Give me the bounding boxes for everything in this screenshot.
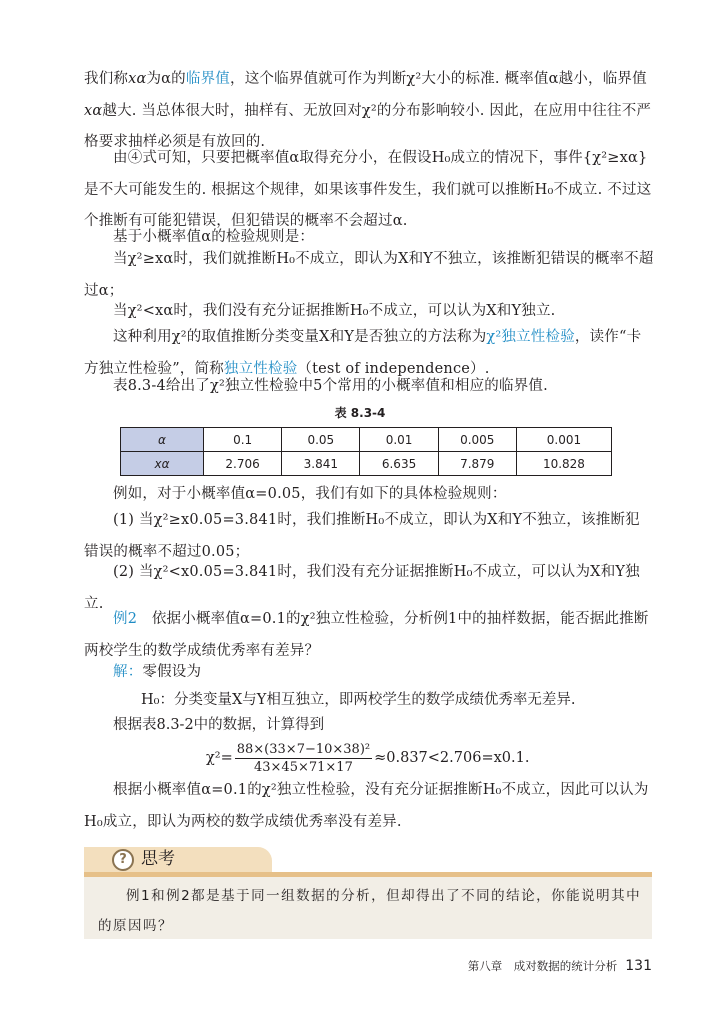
table-cell: 2.706 [204,452,282,476]
text-segment: 我们称 [84,71,129,87]
question-icon: ? [112,849,134,871]
text-segment: ，读作“卡方独立性检验”，简称 [84,329,642,377]
table-cell: 0.01 [360,428,438,452]
example-rule-2: (2) 当χ²<x0.05=3.841时，我们没有充分证据推断H₀不成立，可以认为X和Y独立. [84,564,640,612]
formula-denominator: 43×45×71×17 [254,759,353,775]
table-cell: 0.1 [204,428,282,452]
table-header-critical: xα [121,452,204,476]
text-segment: 为α的 [146,71,186,87]
text-segment: 依据小概率值α=0.1的χ²独立性检验，分析例1中的抽样数据，能否据此推断两校学生的数学成绩优秀率有差异？ [84,611,649,659]
table-cell: 0.001 [516,428,611,452]
formula-numerator: 88×(33×7−10×38)² [236,741,371,757]
paragraph-rule-intro: 基于小概率值α的检验规则是： [113,229,315,245]
example-rules-intro: 例如，对于小概率值α=0.05，我们有如下的具体检验规则： [113,486,507,502]
table-cell: 0.05 [282,428,360,452]
formula-rhs: ≈0.837<2.706=x0.1. [374,750,530,766]
paragraph-decision-logic: 由④式可知，只要把概率值α取得充分小，在假设H₀成立的情况下，事件{χ²≥xα}是不大可能发生的. 根据这个规律，如果该事件发生，我们就可以推断H₀不成立. 不过这个推断有可能犯错误，但犯错误的概率不会超过α. [84,150,652,229]
conclusion-paragraph: 根据小概率值α=0.1的χ²独立性检验，没有充分证据推断H₀不成立，因此可以认为H₀成立，即认为两校的数学成绩优秀率没有差异. [84,782,649,830]
chi-square-formula [206,738,529,778]
think-question: 例1和例2都是基于同一组数据的分析，但却得出了不同的结论，你能说明其中的原因吗？ [98,888,642,934]
critical-value-table [120,427,612,476]
x-alpha-symbol: xα [128,71,147,87]
solution-intro [84,657,654,689]
text-segment: 这种利用χ²的取值推断分类变量X和Y是否独立的方法称为 [113,329,487,345]
table-cell: 10.828 [516,452,611,476]
formula-lhs: χ²= [206,750,233,766]
critical-value-term: 临界值 [185,71,230,87]
table-cell: 3.841 [282,452,360,476]
table-cell: 7.879 [438,452,516,476]
paragraph-rule-accept: 当χ²<xα时，我们没有充分证据推断H₀不成立，可以认为X和Y独立. [113,303,556,319]
compute-intro: 根据表8.3-2中的数据，计算得到 [113,717,325,733]
text-segment: 越大. 当总体很大时，抽样有、无放回对χ²的分布影响较小. 因此，在应用中往往不严格要求抽样必须是有放回的. [84,102,652,150]
table-cell: 6.635 [360,452,438,476]
chapter-label: 第八章 成对数据的统计分析 [467,959,618,973]
x-alpha-symbol: xα [84,102,103,119]
solution-label: 解： [113,664,143,680]
example-label: 例2 [113,611,138,627]
think-title: 思考 [141,849,175,869]
table-title: 表 8.3-4 [334,406,386,420]
text-segment: （test of independence）. [297,360,490,377]
paragraph-table-intro: 表8.3-4给出了χ²独立性检验中5个常用的小概率值和相应的临界值. [113,378,548,394]
page-footer [468,958,652,974]
table-row-critical [121,452,612,476]
independence-test-term: 独立性检验 [223,360,298,377]
example-rule-1: (1) 当χ²≥x0.05=3.841时，我们推断H₀不成立，即认为X和Y不独立，该推断犯错误的概率不超过0.05； [84,512,640,560]
text-segment: 零假设为 [142,664,202,680]
formula-fraction [235,742,372,775]
table-cell: 0.005 [438,428,516,452]
chi-square-test-term: χ²独立性检验 [486,329,575,345]
table-row-alpha [121,428,612,452]
paragraph-rule-reject: 当χ²≥xα时，我们就推断H₀不成立，即认为X和Y不独立，该推断犯错误的概率不超过α； [84,251,654,299]
text-segment: ，这个临界值就可作为判断χ²大小的标准. 概率值α越小，临界值 [230,71,647,87]
table-header-alpha: α [121,428,204,452]
null-hypothesis: H₀：分类变量X与Y相互独立，即两校学生的数学成绩优秀率无差异. [141,692,576,708]
page-number: 131 [625,958,652,974]
